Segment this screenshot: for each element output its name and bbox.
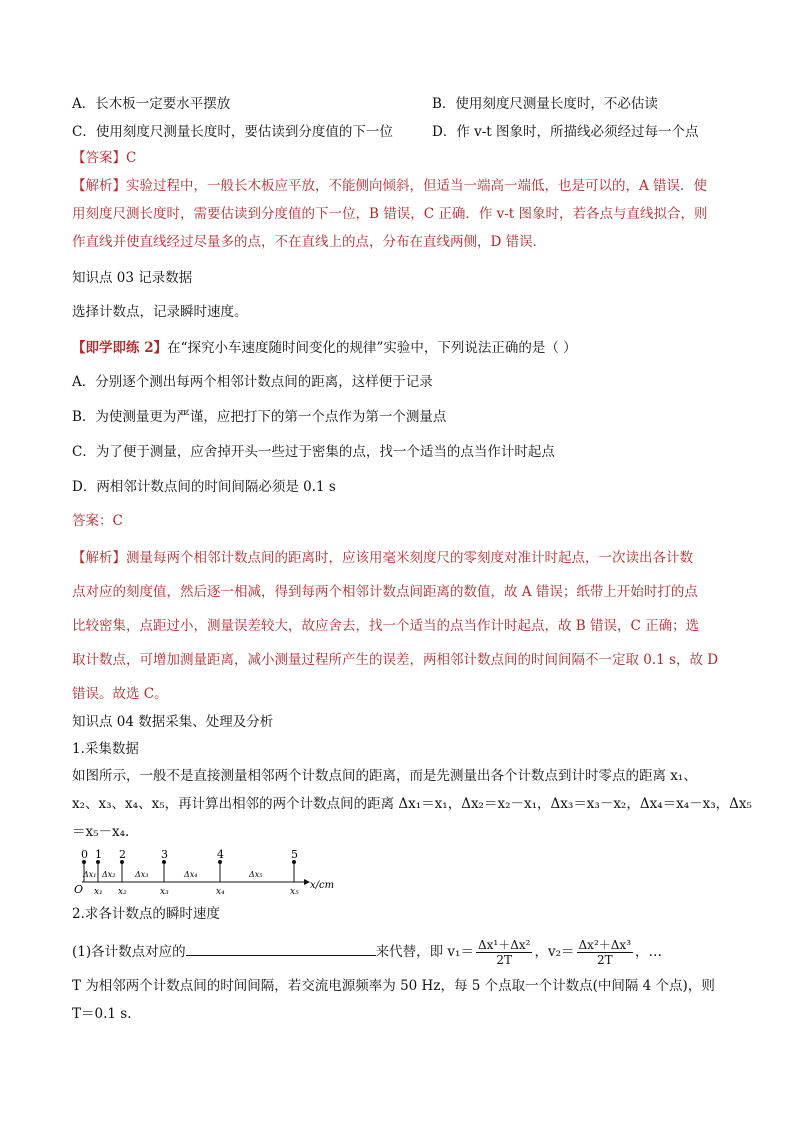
kp4-title: 知识点 04 数据采集、处理及分析 [72,714,274,730]
kp4-sub2: 2.求各计数点的瞬时速度 [72,906,220,922]
tape-point-label: 3 [161,848,168,861]
kp4-p3-line1: T 为相邻两个计数点间的时间间隔，若交流电源频率为 50 Hz，每 5 个点取一个计数点(中间隔 4 个点)，则 [72,978,715,994]
kp4-p2 [72,937,662,967]
paper-tape-diagram [72,848,342,898]
kp4-p1-line3: ＝x₅－x₄. [72,824,130,840]
tape-point-label: 1 [95,848,102,861]
tape-point-label: 0 [81,848,88,861]
tape-axis-label: x/cm [310,880,335,891]
kp3-body: 选择计数点，记录瞬时速度。 [72,304,248,320]
answer-tag: 【答案】 [72,150,126,166]
v2-fraction [577,938,634,967]
tape-x-label: x₃ [160,887,169,897]
tape-delta-label: Δx₁ [83,870,97,879]
v1-numerator: Δx¹＋Δx² [477,938,531,952]
q1-analysis-line-1 [72,176,707,196]
q1-answer [72,148,136,168]
q2-option-c: C．为了便于测量，应舍掉开头一些过于密集的点，找一个适当的点当作计时起点 [72,444,555,460]
answer-value: C [126,150,137,166]
q2-analysis-line-4: 取计数点，可增加测量距离，减小测量过程所产生的误差，两相邻计数点间的时间间隔不一定取 0.1 s，故 D [72,652,719,668]
q1-option-c: C．使用刻度尺测量长度时，要估读到分度值的下一位 [72,124,393,140]
tape-x-label: x₂ [118,887,127,897]
p2-end: ，… [635,944,663,960]
q2-analysis-line-1 [72,548,693,568]
tape-delta-label: Δx₅ [249,870,263,879]
analysis-tag: 【解析】 [72,550,126,566]
q2-option-d: D．两相邻计数点间的时间间隔必须是 0.1 s [72,479,336,495]
q1-option-b: B．使用刻度尺测量长度时，不必估读 [432,96,658,112]
tape-x-label: x₁ [94,887,103,897]
q2-analysis-line-3: 比较密集，点距过小，测量误差较大，故应舍去，找一个适当的点当作计时起点，故 B 错误，C 正确；选 [72,618,700,634]
tape-x-label: x₄ [216,887,225,897]
fill-blank [186,941,376,956]
v2-denominator: 2T [596,953,613,967]
tape-delta-label: Δx₂ [102,870,116,879]
v1-fraction [476,938,533,967]
q2-analysis-line-2: 点对应的刻度值，然后逐一相减，得到每两个相邻计数点间距离的数值，故 A 错误；纸带上开始时打的点 [72,584,698,600]
tape-point-label: 4 [217,848,224,861]
tape-point-label: 2 [119,848,126,861]
tape-delta-label: Δx₃ [135,870,149,879]
tape-origin-label: O [74,883,84,896]
v1-denominator: 2T [496,953,513,967]
analysis-tag: 【解析】 [72,178,126,194]
analysis-text: 实验过程中，一般长木板应平放，不能侧向倾斜，但适当一端高一端低，也是可以的，A 错误．使 [126,178,708,194]
q1-option-d: D．作 v-t 图象时，所描线必须经过每一个点 [432,124,699,140]
q2-option-b: B．为使测量更为严谨，应把打下的第一个点作为第一个测量点 [72,409,447,425]
analysis-text: 测量每两个相邻计数点间的距离时，应该用毫米刻度尺的零刻度对准计时起点，一次读出各计数 [126,550,693,566]
p2-mid: 来代替，即 v₁＝ [375,944,474,960]
p2-sep: ，v₂＝ [534,944,575,960]
q2-stem-text: 在“探究小车速度随时间变化的规律”实验中，下列说法正确的是（ ） [167,340,577,356]
kp4-p3-line2: T＝0.1 s. [72,1006,132,1022]
kp3-title: 知识点 03 记录数据 [72,270,193,286]
tape-delta-label: Δx₄ [184,870,198,879]
q2-answer: 答案：C [72,513,123,529]
q2-analysis-line-5: 错误。故选 C。 [72,686,168,702]
kp4-p1-line2: x₂、x₃、x₄、x₅，再计算出相邻的两个计数点间的距离 Δx₁＝x₁，Δx₂＝x₂－x₁，Δx₃＝x₃－x₂，Δx₄＝x₄－x₃，Δx₅ [72,796,752,812]
q1-analysis-line-2: 用刻度尺测长度时，需要估读到分度值的下一位，B 错误，C 正确．作 v-t 图象时，若各点与直线拟合，则 [72,206,708,222]
tape-point-label: 5 [291,848,298,861]
q1-analysis-line-3: 作直线并使直线经过尽量多的点，不在直线上的点，分布在直线两侧，D 错误． [72,234,547,250]
kp4-sub1: 1.采集数据 [72,741,139,757]
v2-numerator: Δx²＋Δx³ [578,938,632,952]
q1-option-a: A．长木板一定要水平摆放 [72,96,231,112]
tape-x-label: x₅ [290,887,299,897]
kp4-p1-line1: 如图所示，一般不是直接测量相邻两个计数点间的距离，而是先测量出各个计数点到计时零点的距离 x₁、 [72,768,697,784]
q2-stem [72,338,577,358]
q2-option-a: A．分别逐个测出每两个相邻计数点间的距离，这样便于记录 [72,374,433,390]
q2-tag: 【即学即练 2】 [72,340,168,356]
p2-prefix: (1)各计数点对应的 [72,944,186,960]
